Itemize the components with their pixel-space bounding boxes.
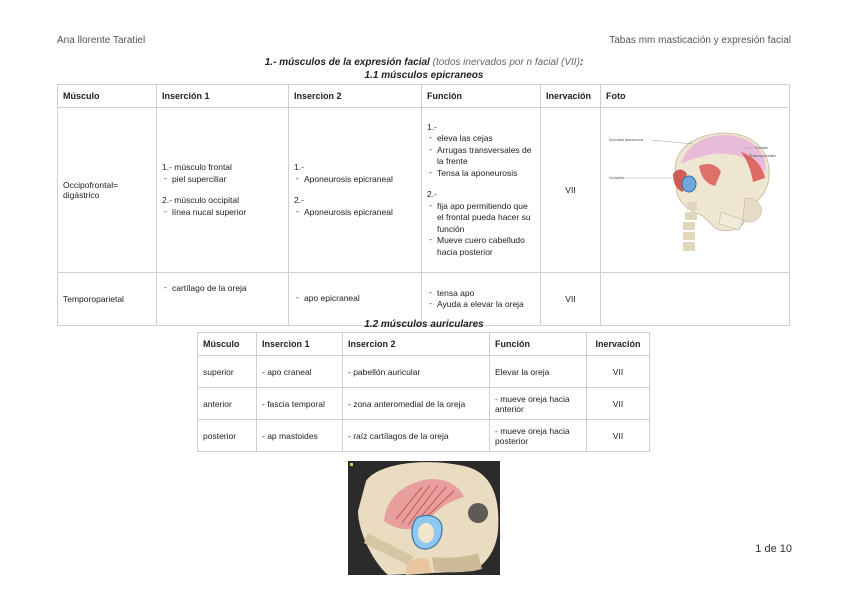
cell-funcion — [422, 108, 541, 273]
cell-muscle: Occipofrontal= digástrico — [58, 108, 157, 273]
cell-muscle: anterior — [198, 388, 257, 420]
cell-inervacion: VII — [587, 356, 650, 388]
cell-inervacion: VII — [541, 108, 601, 273]
table-row — [58, 273, 790, 326]
table-row — [198, 356, 650, 388]
text-line: 2.- músculo occipital — [162, 195, 240, 205]
text-line: - apo epicraneal — [294, 293, 416, 305]
text-line: - Arrugas transversales de la frente — [427, 145, 535, 168]
table-header-row — [198, 333, 650, 356]
col-header-insercion2: Insercion 2 — [343, 333, 490, 356]
cell-insercion2: - raíz cartílagos de la oreja — [343, 420, 490, 452]
label-epicranial-aponeurosis: Epicranial aponeurosis — [609, 138, 644, 142]
text-line: 2.- — [427, 189, 437, 200]
cell-insercion2 — [289, 273, 422, 326]
cell-inervacion: VII — [587, 420, 650, 452]
col-header-musculo: Músculo — [198, 333, 257, 356]
text-line: - eleva las cejas — [427, 133, 535, 145]
text-line: 2.- — [294, 195, 304, 205]
col-header-foto: Foto — [601, 85, 790, 108]
auriculares-table — [197, 332, 650, 452]
cell-funcion: - mueve oreja hacia posterior — [490, 420, 587, 452]
cell-muscle: posterior — [198, 420, 257, 452]
text-line: 1.- — [294, 162, 304, 172]
col-header-funcion: Función — [422, 85, 541, 108]
col-header-inervacion: Inervación — [541, 85, 601, 108]
col-header-funcion: Función — [490, 333, 587, 356]
col-header-insercion1: Insercion 1 — [257, 333, 343, 356]
cell-insercion2 — [289, 108, 422, 273]
text-line: - línea nucal superior — [162, 207, 283, 219]
text-line: - Tensa la aponeurosis — [427, 168, 535, 180]
section-colon: : — [579, 57, 584, 68]
subsection-epicraneos-title: 1.1 músculos epicraneos — [364, 70, 484, 81]
cell-funcion — [422, 273, 541, 326]
cell-insercion1: - ap mastoides — [257, 420, 343, 452]
text-line: - tensa apo — [427, 288, 535, 300]
cell-muscle: superior — [198, 356, 257, 388]
table-row — [198, 388, 650, 420]
cell-insercion1: - apo craneal — [257, 356, 343, 388]
text-line: - Ayuda a elevar la oreja — [427, 299, 535, 311]
label-occipitalis: Occipitalis — [609, 176, 625, 180]
col-header-musculo: Músculo — [58, 85, 157, 108]
skull-epicranius-image — [603, 128, 787, 252]
cell-funcion: Elevar la oreja — [490, 356, 587, 388]
text-line: - piel superciliar — [162, 174, 283, 186]
cell-foto — [601, 273, 790, 326]
header-author: Ana llorente Taratiel — [57, 35, 146, 46]
cell-insercion1 — [157, 273, 289, 326]
section-title-text: 1.- músculos de la expresión facial — [264, 57, 430, 68]
cell-insercion2: - pabellón auricular — [343, 356, 490, 388]
table-header-row — [58, 85, 790, 108]
text-line: - fija apo permitiendo que el frontal pueda hacer su función — [427, 201, 535, 236]
text-line: 1.- músculo frontal — [162, 162, 232, 172]
label-temporoparietalis: Temporoparietalis — [749, 154, 776, 158]
page-number: 1 de 10 — [755, 543, 792, 555]
subsection-auriculares-title: 1.2 músculos auriculares — [364, 319, 484, 330]
cell-insercion2: - zona anteromedial de la oreja — [343, 388, 490, 420]
header-doc-title: Tabas mm masticación y expresión facial — [609, 35, 791, 46]
col-header-insercion2: Insercion 2 — [289, 85, 422, 108]
text-line: - Aponeurosis epicraneal — [294, 174, 416, 186]
col-header-inervacion: Inervación — [587, 333, 650, 356]
text-line: - Mueve cuero cabelludo hacia posterior — [427, 235, 535, 258]
skull-auricular-image — [348, 461, 500, 575]
col-header-insercion1: Inserción 1 — [157, 85, 289, 108]
text-line: - Aponeurosis epicraneal — [294, 207, 416, 219]
text-line: 1.- — [427, 121, 437, 132]
cell-insercion1 — [157, 108, 289, 273]
cell-inervacion: VII — [587, 388, 650, 420]
cell-inervacion: VII — [541, 273, 601, 326]
cell-funcion: - mueve oreja hacia anterior — [490, 388, 587, 420]
cell-muscle: Temporoparietal — [58, 273, 157, 326]
section-note: (todos inervados por n facial (VII) — [432, 57, 580, 68]
text-line: - cartílago de la oreja — [162, 283, 283, 295]
label-frontalis: Frontalis — [755, 146, 769, 150]
table-row — [198, 420, 650, 452]
cell-insercion1: - fascia temporal — [257, 388, 343, 420]
section-title — [0, 57, 848, 68]
